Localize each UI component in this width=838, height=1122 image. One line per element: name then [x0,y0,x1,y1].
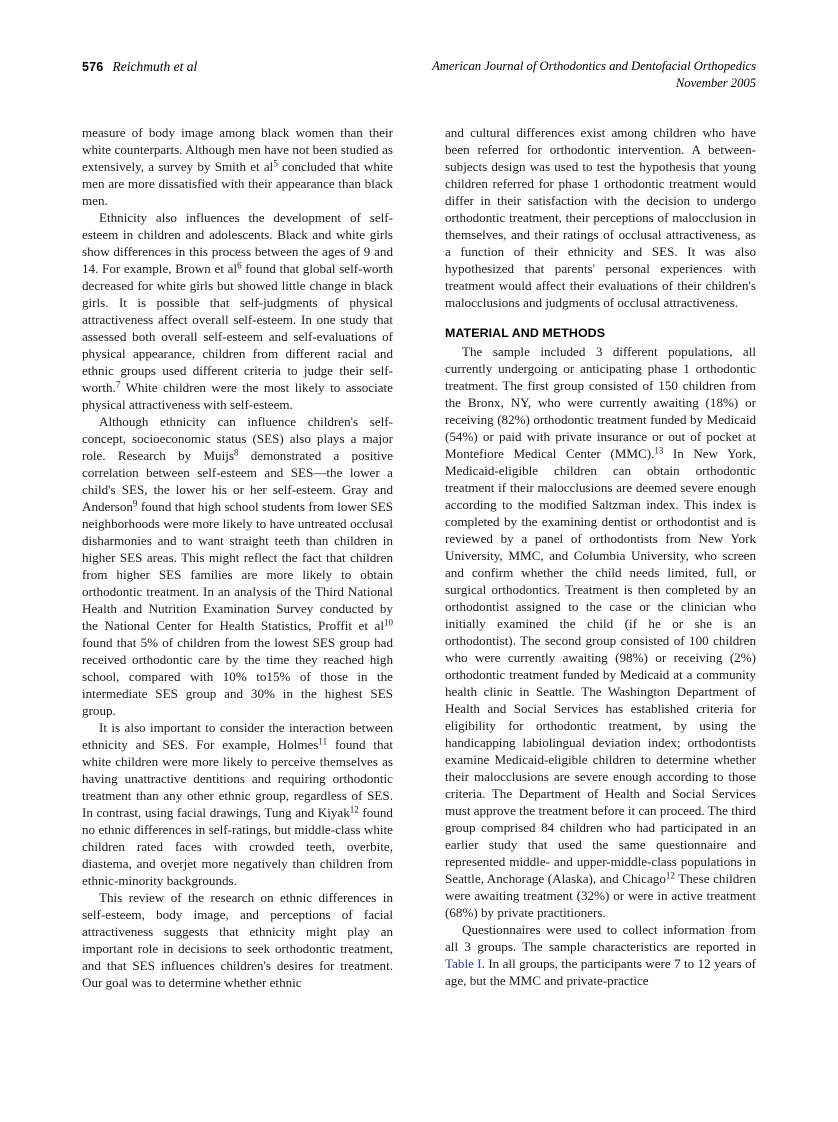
reference-superscript[interactable]: 5 [273,158,278,169]
paragraph-text: It is also important to consider the interaction between ethnicity and SES. For example, Holmes [82,720,393,752]
table-cross-reference-link[interactable]: Table I [445,956,482,971]
paragraph-text: found that high school students from lower SES neighborhoods were more likely to have untreated occlusal disharmonies and to want straight teeth than children in higher SES areas. This might reflect the fact that children from higher SES families are more likely to obtain orthodontic treatment. In an analysis of the Third National Health and Nutrition Examination Survey conducted by the National Center for Health Statistics, Proffit et al [82,499,393,633]
journal-title: American Journal of Orthodontics and Dentofacial Orthopedics [432,59,756,73]
paragraph-text: and cultural differences exist among children who have been referred for orthodontic intervention. A between-subjects design was used to test the hypothesis that young children referred for phase 1 orthodontic treatment would differ in their satisfaction with the decision to undergo orthodontic treatment, their perceptions of malocclusion in themselves, and their ratings of occlusal attractiveness, as a function of their ethnicity and SES. It was also hypothesized that parents' personal experiences with treatment would affect their evaluations of their children's malocclusions and judgments of occlusal attractiveness. [445,125,756,310]
reference-superscript[interactable]: 10 [384,617,393,628]
reference-superscript[interactable]: 11 [318,736,328,747]
right-column [445,124,756,1074]
body-columns [82,124,756,1074]
paragraph [82,209,393,413]
reference-superscript[interactable]: 7 [115,379,121,390]
reference-superscript[interactable]: 8 [233,447,239,458]
issue-date: November 2005 [675,75,756,90]
running-head-right [432,58,756,91]
paragraph-text: concluded that white men are more dissatisfied with their appearance than black men. [82,159,393,208]
paragraph-text: In New York, Medicaid-eligible children can obtain orthodontic treatment if their malocclusions are deemed severe enough according to the modified Saltzman index. This index is completed by the examining dentist or orthodontist and is reviewed by a panel of orthodontists from New York University, MMC, and Columbia University, who screen and confirm whether the child needs limited, full, or surgical orthodontics. Treatment is then completed by an orthodontist assigned to the case or the clinician who initially examined the child (if he or she is an orthodontist). The second group consisted of 100 children who were currently awaiting (98%) or receiving (2%) orthodontic treatment funded by Medicaid at a community health clinic in Seattle. The Washington Department of Health and Social Services has established criteria for eligibility for orthodontic treatment, by using the handicapping labiolingual deviation index; orthodontists examine Medicaid-eligible children to determine whether their malocclusions are severe enough according to those criteria. The Department of Health and Social Services must approve the treatment before it can proceed. The third group comprised 84 children who had participated in an earlier study that used the same questionnaire and represented middle- and upper-middle-class populations in Seattle, Anchorage (Alaska), and Chicago [445,446,756,886]
paragraph-text: White children were the most likely to associate physical attractiveness with self-esteem. [82,380,393,412]
paragraph-text: found that white children were more likely to perceive themselves as having unattractive dentitions and requiring orthodontic treatment than any other ethnic group, regardless of SES. In contrast, using facial drawings, Tung and Kiyak [82,737,393,820]
paragraph [82,124,393,209]
paragraph-text: Questionnaires were used to collect information from all 3 groups. The sample characteristics are reported in [445,922,756,954]
running-head [82,58,756,98]
paragraph-text: These children were awaiting treatment (32%) or were in active treatment (68%) by private practitioners. [445,871,757,920]
paragraph-text: found no ethnic differences in self-ratings, but middle-class white children rated faces with crowded teeth, overbite, diastema, and overjet more negatively than children from ethnic-minority backgrounds. [82,805,393,888]
paragraph [445,343,756,921]
paragraph [82,719,393,889]
section-heading-material-and-methods: MATERIAL AND METHODS [445,326,606,340]
paragraph [445,921,756,989]
paragraph [445,124,756,311]
running-head-left [82,58,197,76]
reference-superscript[interactable]: 9 [132,498,138,509]
reference-superscript[interactable]: 12 [349,804,359,815]
paragraph-text: The sample included 3 different populations, all currently undergoing or anticipating phase 1 orthodontic treatment. The first group consisted of 150 children from the Bronx, NY, who were currently awaiting (18%) or receiving (82%) orthodontic treatment funded by Medicaid (54%) or paid with private insurance or out of pocket at Montefiore Medical Center (MMC). [445,344,756,461]
paragraph-text: Although ethnicity can influence children's self-concept, socioeconomic status (SES) also plays a major role. Research by Muijs [82,414,393,463]
paragraph-text: Ethnicity also influences the development of self-esteem in children and adolescents. Black and white girls show differences in this process between the ages of 9 and 14. For example, Brown et al [82,210,393,276]
paragraph-text: . In all groups, the participants were 7 to 12 years of age, but the MMC and private-practice [445,956,757,988]
paragraph-text: This review of the research on ethnic differences in self-esteem, body image, and perceptions of facial attractiveness suggests that ethnicity might play an important role in decisions to seek orthodontic treatment, and that SES influences children's desires for treatment. Our goal was to determine whether ethnic [82,890,393,990]
left-column [82,124,393,1074]
paragraph-text: demonstrated a positive correlation between self-esteem and SES—the lower a child's SES, the lower his or her self-esteem. Gray and Anderson [82,448,393,514]
paragraph-text: found that 5% of children from the lowest SES group had received orthodontic care by the time they reached high school, compared with 10% to15% of those in the intermediate SES group and 30% in the highest SES group. [82,635,393,718]
paragraph-text: measure of body image among black women than their white counterparts. Although men have not been studied as extensively, a survey by Smith et al [82,125,393,174]
reference-superscript[interactable]: 13 [654,445,664,456]
reference-superscript[interactable]: 6 [237,260,242,271]
running-head-authors: Reichmuth et al [112,59,198,74]
paragraph [82,413,393,719]
paragraph [82,889,393,991]
page-number: 576 [82,60,104,74]
paragraph-text: found that global self-worth decreased for white girls but showed little change in black girls. It is possible that self-judgments of physical attractiveness affect overall self-esteem. In one study that assessed both overall self-esteem and self-evaluations of physical appearance, children from different racial and ethnic groups used different criteria to judge their self-worth. [82,261,394,395]
reference-superscript[interactable]: 12 [665,870,675,881]
